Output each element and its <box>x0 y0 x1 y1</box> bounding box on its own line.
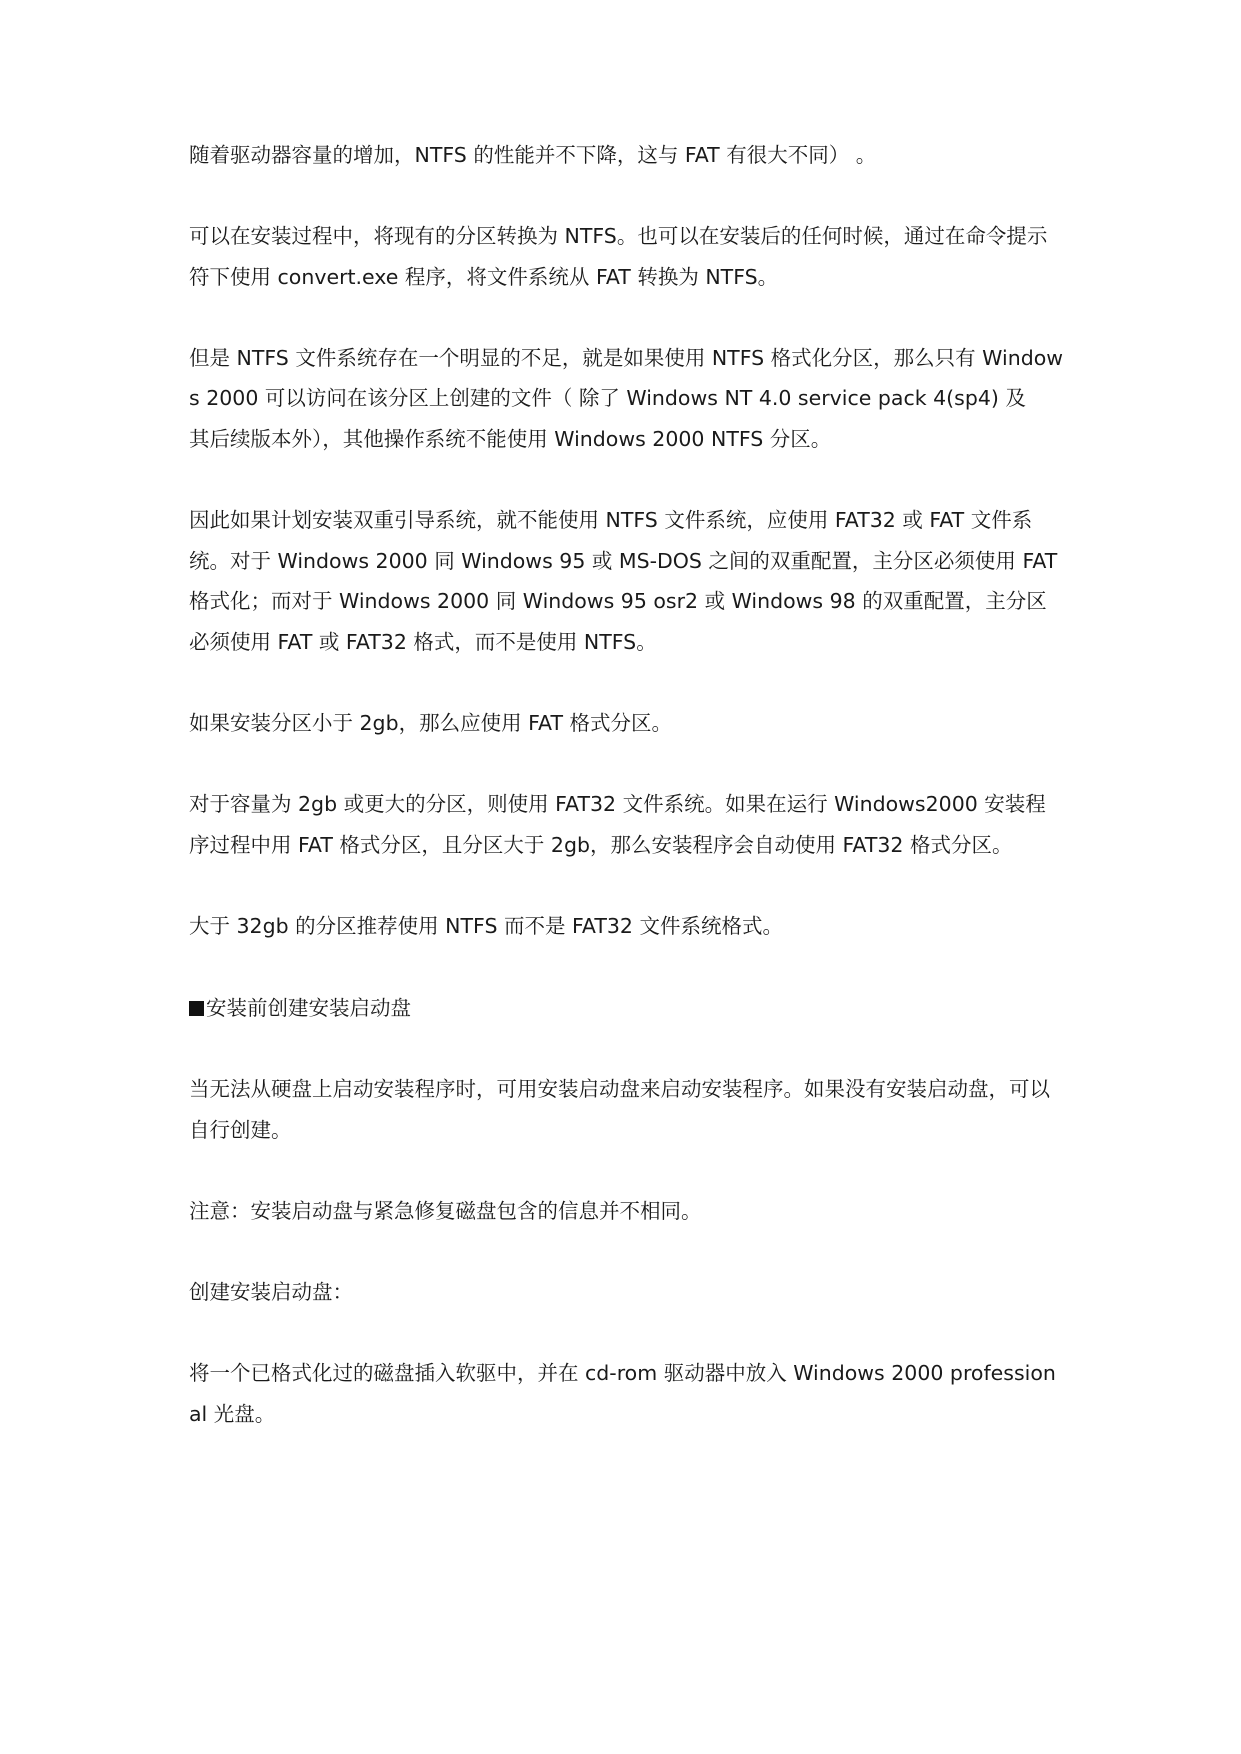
section-heading-text: 安装前创建安装启动盘 <box>206 996 411 1020</box>
paragraph-2-line-1: 可以在安装过程中，将现有的分区转换为 NTFS。也可以在安装后的任何时候，通过在命令提示 <box>189 224 1048 248</box>
paragraph-4-line-3: 格式化；而对于 Windows 2000 同 Windows 95 osr2 或 Windows 98 的双重配置，主分区 <box>189 589 1047 613</box>
paragraph-4-line-2: 统。对于 Windows 2000 同 Windows 95 或 MS-DOS 之间的双重配置，主分区必须使用 FAT <box>189 549 1058 573</box>
paragraph-3-line-1: 但是 NTFS 文件系统存在一个明显的不足，就是如果使用 NTFS 格式化分区，那么只有 Window <box>189 346 1064 370</box>
paragraph-4-line-1: 因此如果计划安装双重引导系统，就不能使用 NTFS 文件系统，应使用 FAT32 或 FAT 文件系 <box>189 508 1033 532</box>
paragraph-6-line-2: 序过程中用 FAT 格式分区，且分区大于 2gb，那么安装程序会自动使用 FAT32 格式分区。 <box>189 833 1013 857</box>
paragraph-4-line-4: 必须使用 FAT 或 FAT32 格式，而不是使用 NTFS。 <box>189 630 657 654</box>
paragraph-9-line-2: 自行创建。 <box>189 1118 292 1142</box>
paragraph-7-line-1: 大于 32gb 的分区推荐使用 NTFS 而不是 FAT32 文件系统格式。 <box>189 914 783 938</box>
paragraph-3-line-2: s 2000 可以访问在该分区上创建的文件（ 除了 Windows NT 4.0 service pack 4(sp4) 及 <box>189 386 1026 410</box>
paragraph-10-line-1: 注意：安装启动盘与紧急修复磁盘包含的信息并不相同。 <box>189 1199 702 1223</box>
paragraph-2-line-2: 符下使用 convert.exe 程序，将文件系统从 FAT 转换为 NTFS。 <box>189 265 779 289</box>
paragraph-3-line-3: 其后续版本外），其他操作系统不能使用 Windows 2000 NTFS 分区。 <box>189 427 832 451</box>
section-heading <box>189 994 411 1022</box>
paragraph-1-line-1: 随着驱动器容量的增加，NTFS 的性能并不下降，这与 FAT 有很大不同） 。 <box>189 143 877 167</box>
paragraph-12-line-2: al 光盘。 <box>189 1402 276 1426</box>
paragraph-11-line-1: 创建安装启动盘： <box>189 1280 353 1304</box>
square-bullet-icon <box>189 1001 204 1016</box>
paragraph-9-line-1: 当无法从硬盘上启动安装程序时，可用安装启动盘来启动安装程序。如果没有安装启动盘，可以 <box>189 1077 1050 1101</box>
paragraph-12-line-1: 将一个已格式化过的磁盘插入软驱中，并在 cd-rom 驱动器中放入 Windows 2000 profession <box>189 1361 1056 1385</box>
paragraph-5-line-1: 如果安装分区小于 2gb，那么应使用 FAT 格式分区。 <box>189 711 672 735</box>
paragraph-6-line-1: 对于容量为 2gb 或更大的分区，则使用 FAT32 文件系统。如果在运行 Windows2000 安装程 <box>189 792 1046 816</box>
